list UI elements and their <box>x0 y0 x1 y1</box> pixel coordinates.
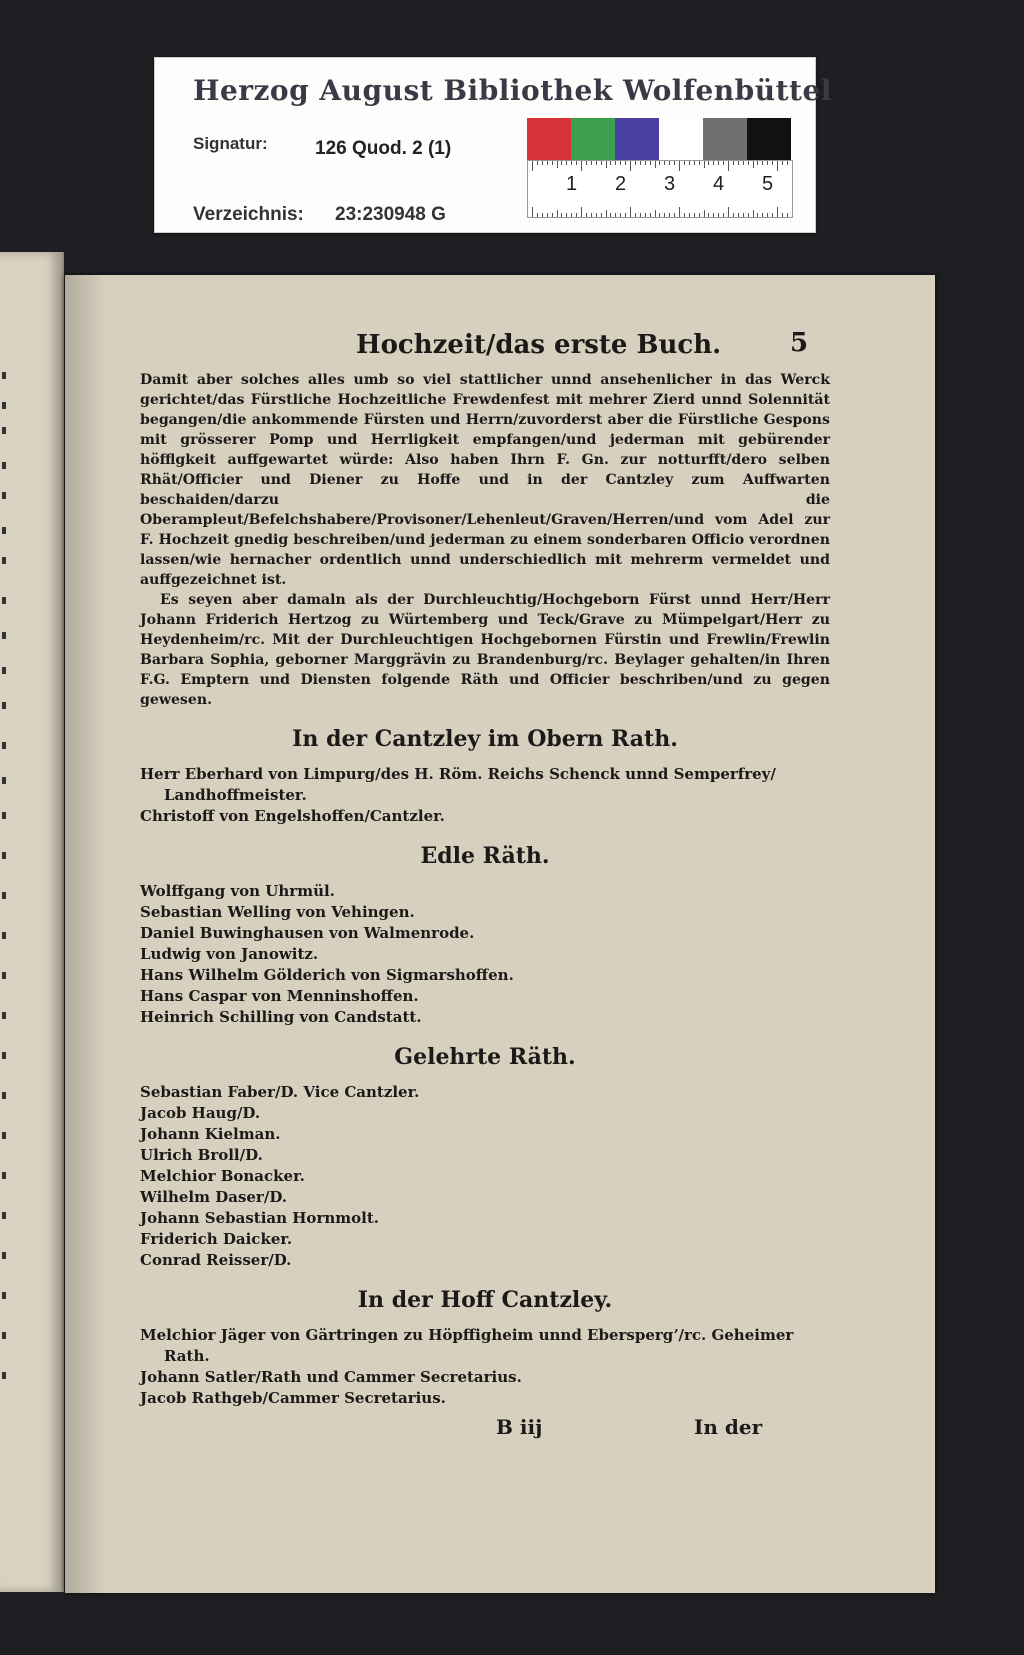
ruler-tick <box>733 213 734 217</box>
ruler-tick <box>571 161 572 165</box>
list-item: Herr Eberhard von Limpurg/des H. Röm. Reichs Schenck unnd Semperfrey/ <box>140 765 776 783</box>
ruler-tick <box>767 213 768 217</box>
ruler-tick <box>704 161 705 168</box>
ruler-number: 1 <box>566 173 578 195</box>
ruler-tick <box>537 213 538 217</box>
ruler-tick <box>630 161 631 171</box>
ruler-tick <box>625 213 626 217</box>
list-item: Melchior Bonacker. <box>140 1167 305 1185</box>
signature-mark: B iij <box>496 1415 543 1439</box>
ruler-number: 2 <box>615 173 627 195</box>
color-swatch <box>571 118 615 160</box>
ruler-tick <box>586 161 587 165</box>
ruler-tick <box>713 161 714 165</box>
ruler-tick <box>738 161 739 165</box>
list-item: Johann Sebastian Hornmolt. <box>140 1209 379 1227</box>
color-calibration-strip <box>527 118 791 160</box>
ruler-tick <box>552 213 553 217</box>
ruler-tick <box>576 213 577 217</box>
list-item: Rath. <box>164 1347 210 1365</box>
ruler-tick <box>684 213 685 217</box>
ruler-tick <box>586 213 587 217</box>
left-facing-page <box>0 252 64 1592</box>
ruler-tick <box>606 210 607 217</box>
ruler-tick <box>762 161 763 165</box>
list-item: Christoff von Engelshoffen/Cantzler. <box>140 807 445 825</box>
list-item: Friderich Daicker. <box>140 1230 293 1248</box>
ruler-tick <box>748 213 749 217</box>
color-swatch <box>659 118 703 160</box>
ruler-tick <box>679 207 680 217</box>
ruler-tick <box>782 161 783 165</box>
ruler-tick <box>757 213 758 217</box>
ruler-tick <box>699 161 700 165</box>
ruler-tick <box>645 213 646 217</box>
list-item: Wolffgang von Uhrmül. <box>140 882 335 900</box>
ruler-tick <box>610 161 611 165</box>
ruler-tick <box>762 213 763 217</box>
list-item: Johann Satler/Rath und Cammer Secretarius. <box>140 1368 522 1386</box>
section-heading-gelehrte-rath: Gelehrte Räth. <box>394 1044 576 1070</box>
ruler-tick <box>708 161 709 165</box>
book-page <box>65 275 935 1593</box>
ruler-tick <box>664 213 665 217</box>
verzeichnis-label: Verzeichnis: <box>193 204 304 225</box>
ruler-tick <box>542 161 543 165</box>
page-number: 5 <box>790 328 809 358</box>
ruler-tick <box>753 161 754 168</box>
section-heading-hoff-cantzley: In der Hoff Cantzley. <box>357 1287 613 1313</box>
ruler-tick <box>684 161 685 165</box>
ruler-tick <box>557 161 558 168</box>
signatur-value: 126 Quod. 2 (1) <box>315 138 452 159</box>
ruler-tick <box>650 213 651 217</box>
intro-paragraph: Damit aber solches alles umb so viel stattlicher unnd ansehenlicher in das Werck gerichtet/das Fürstliche Hochzeitliche Frewdenfest mit mehrer Zierd unnd Solennität begangen/die ankommende Fürsten und Herrn/zuvorderst aber die Fürstliche Gespons mit grösserer Pomp und Herrligkeit empfangen/und jederman mit gebürender höfflgkeit auffgewartet würde: Also haben Ihrn F. Gn. zur notturfft/dero selben Rhät/Officier und Diener zu Hoffe und in der Cantzley zum Auffwarten beschaiden/darzu die Oberampleut/Befelchshabere/Provisoner/Lehenleut/Graven/Herren/und vom Adel zur F. Hochzeit gnedig beschreiben/und jederman zu einem sonderbaren Officio verordnen lassen/wie hernacher ordentlich unnd underschiedlich mit mehrerm vermeldet und auffgezeichnet ist. <box>140 372 830 588</box>
ruler-tick <box>728 207 729 217</box>
ruler-tick <box>787 213 788 217</box>
ruler-tick <box>620 213 621 217</box>
section-heading-obern-rath: In der Cantzley im Obern Rath. <box>292 726 678 752</box>
ruler-tick <box>566 213 567 217</box>
ruler-tick <box>743 213 744 217</box>
list-item: Jacob Haug/D. <box>140 1104 261 1122</box>
list-item: Landhoffmeister. <box>164 786 307 804</box>
ruler-tick <box>757 161 758 165</box>
ruler-tick <box>718 213 719 217</box>
ruler-tick <box>655 161 656 168</box>
ruler-tick <box>713 213 714 217</box>
name-list-gelehrte-rath <box>140 1082 830 1271</box>
ruler-tick <box>601 213 602 217</box>
ruler-tick <box>596 213 597 217</box>
ruler-tick <box>561 213 562 217</box>
ruler-tick <box>748 161 749 165</box>
name-list-hoff-cantzley <box>140 1325 830 1409</box>
ruler-number: 4 <box>713 173 725 195</box>
signatur-label: Signatur: <box>193 134 268 153</box>
ruler-tick <box>767 161 768 165</box>
ruler-number: 3 <box>664 173 676 195</box>
ruler-tick <box>532 207 533 217</box>
ruler-tick <box>718 161 719 165</box>
ruler-tick <box>561 161 562 165</box>
list-item: Jacob Rathgeb/Cammer Secretarius. <box>140 1389 446 1407</box>
ruler-tick <box>645 161 646 165</box>
ruler-tick <box>655 210 656 217</box>
library-name: Herzog August Bibliothek Wolfenbüttel <box>193 74 832 107</box>
ruler-tick <box>699 213 700 217</box>
ruler-tick <box>581 207 582 217</box>
color-swatch <box>747 118 791 160</box>
color-swatch <box>527 118 571 160</box>
ruler-tick <box>694 161 695 165</box>
name-list-obern-rath <box>140 764 830 827</box>
ruler-tick <box>601 161 602 165</box>
name-list-edle-rath <box>140 881 830 1028</box>
ruler-tick <box>733 161 734 165</box>
list-item: Ludwig von Janowitz. <box>140 945 319 963</box>
ruler-tick <box>674 213 675 217</box>
list-item: Melchior Jäger von Gärtringen zu Höpffigheim unnd Eberspergʼ/rc. Geheimer <box>140 1326 794 1344</box>
ruler-tick <box>650 161 651 165</box>
catchword: In der <box>694 1415 763 1439</box>
ruler-number: 5 <box>762 173 774 195</box>
ruler-tick <box>591 213 592 217</box>
ruler-tick <box>787 161 788 165</box>
ruler-tick <box>723 161 724 165</box>
running-title: Hochzeit/das erste Buch. <box>356 330 722 360</box>
intro-paragraph: Es seyen aber damaln als der Durchleuchtig/Hochgeborn Fürst unnd Herr/Herr Johann Friderich Hertzog zu Würtemberg und Teck/Grave zu Mümpelgart/Herr zu Heydenheim/rc. Mit der Durchleuchtigen Hochgebornen Fürstin und Frewlin/Frewlin Barbara Sophia, geborner Marggrävin zu Brandenburg/rc. Beylager gehalten/in Ihren F.G. Emptern und Diensten folgende Räth und Officier beschriben/und zu gegen gewesen. <box>140 592 830 708</box>
ruler-tick <box>635 161 636 165</box>
ruler-tick <box>659 213 660 217</box>
ruler-tick <box>542 213 543 217</box>
ruler-tick <box>772 161 773 165</box>
ruler-tick <box>669 213 670 217</box>
ruler-tick <box>664 161 665 165</box>
ruler-tick <box>606 161 607 168</box>
ruler-tick <box>576 161 577 165</box>
ruler-tick <box>753 210 754 217</box>
color-swatch <box>703 118 747 160</box>
page-text-block <box>140 330 830 1447</box>
color-swatch <box>615 118 659 160</box>
ruler-tick <box>557 210 558 217</box>
list-item: Daniel Buwinghausen von Walmenrode. <box>140 924 475 942</box>
ruler-tick <box>723 213 724 217</box>
ruler-tick <box>532 161 533 171</box>
page-footer <box>140 1413 830 1447</box>
ruler-tick <box>694 213 695 217</box>
ruler-tick <box>704 210 705 217</box>
list-item: Conrad Reisser/D. <box>140 1251 292 1269</box>
ruler-tick <box>615 161 616 165</box>
ruler-tick <box>596 161 597 165</box>
ruler-tick <box>635 213 636 217</box>
ruler-tick <box>547 161 548 165</box>
ruler-tick <box>571 213 572 217</box>
list-item: Ulrich Broll/D. <box>140 1146 263 1164</box>
ruler-tick <box>689 161 690 165</box>
ruler-tick <box>640 213 641 217</box>
ruler-tick <box>620 161 621 165</box>
section-heading-edle-rath: Edle Räth. <box>420 843 550 869</box>
running-head <box>140 330 830 370</box>
ruler-tick <box>640 161 641 165</box>
library-label-card <box>154 57 832 233</box>
ruler-tick <box>615 213 616 217</box>
ruler-tick <box>777 161 778 171</box>
ruler-tick <box>625 161 626 165</box>
ruler-tick <box>689 213 690 217</box>
ruler-tick <box>708 213 709 217</box>
list-item: Sebastian Welling von Vehingen. <box>140 903 415 921</box>
ruler-tick <box>772 213 773 217</box>
ruler-tick <box>610 213 611 217</box>
ruler-tick <box>659 161 660 165</box>
ruler-tick <box>728 161 729 171</box>
list-item: Hans Caspar von Menninshoffen. <box>140 987 419 1005</box>
ruler-tick <box>738 213 739 217</box>
ruler-tick <box>777 207 778 217</box>
ruler-tick <box>552 161 553 165</box>
ruler-tick <box>581 161 582 171</box>
ruler-tick <box>782 213 783 217</box>
verzeichnis-value: 23:230948 G <box>335 204 446 225</box>
list-item: Heinrich Schilling von Candstatt. <box>140 1008 422 1026</box>
list-item: Sebastian Faber/D. Vice Cantzler. <box>140 1083 420 1101</box>
ruler-tick <box>679 161 680 171</box>
ruler-tick <box>630 207 631 217</box>
ruler-tick <box>743 161 744 165</box>
ruler-tick <box>566 161 567 165</box>
list-item: Johann Kielman. <box>140 1125 281 1143</box>
scale-ruler <box>527 160 793 218</box>
ruler-tick <box>537 161 538 165</box>
list-item: Wilhelm Daser/D. <box>140 1188 288 1206</box>
list-item: Hans Wilhelm Gölderich von Sigmarshoffen. <box>140 966 514 984</box>
ruler-tick <box>591 161 592 165</box>
ruler-tick <box>547 213 548 217</box>
ruler-tick <box>669 161 670 165</box>
ruler-tick <box>674 161 675 165</box>
